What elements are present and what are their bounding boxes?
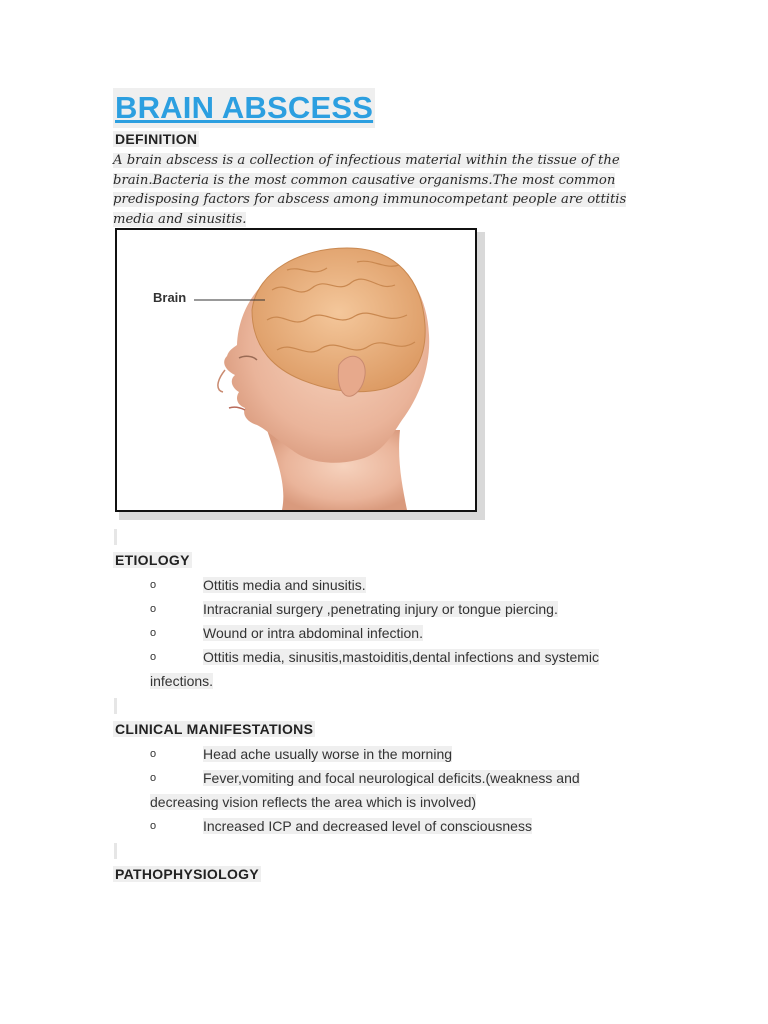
brain-label: Brain [153,290,187,305]
section-marker [114,529,117,545]
bullet-icon: o [150,627,157,639]
brain-figure [115,228,489,524]
figure-frame [115,228,477,512]
bullet-icon: o [150,651,157,663]
list-item: o Ottitis media, sinusitis,mastoiditis,dental infections and systemic infections. [113,645,673,693]
bullet-icon: o [150,772,157,784]
bullet-icon: o [150,820,157,832]
etiology-list [113,573,673,693]
pathophysiology-heading-wrap [113,866,261,884]
definition-line: predisposing factors for abscess among immunocompetant people are ottitis [113,192,627,207]
section-marker [114,698,117,714]
clinical-list [113,742,673,838]
section-marker [114,843,117,859]
bullet-icon: o [150,603,157,615]
pathophysiology-heading: PATHOPHYSIOLOGY [115,866,259,882]
definition-text [113,151,638,229]
definition-line: brain.Bacteria is the most common causative organisms.The most common [113,172,616,188]
document-title-wrap [113,88,375,128]
clinical-heading: CLINICAL MANIFESTATIONS [115,721,314,737]
definition-section [113,131,638,229]
head-illustration [117,230,475,510]
etiology-heading-wrap [113,552,192,570]
bullet-icon: o [150,748,157,760]
document-title[interactable]: BRAIN ABSCESS [113,88,375,128]
definition-line: A brain abscess is a collection of infectious material within the tissue of the [113,153,620,168]
list-item: o Increased ICP and decreased level of consciousness [113,814,673,838]
list-item: o Wound or intra abdominal infection. [113,621,673,645]
clinical-heading-wrap [113,721,315,739]
etiology-heading: ETIOLOGY [115,552,190,568]
list-item: o Ottitis media and sinusitis. [113,573,673,597]
list-item: o Fever,vomiting and focal neurological deficits.(weakness and decreasing vision reflects the area which is involved) [113,766,673,814]
definition-heading: DEFINITION [115,131,198,147]
list-item: o Head ache usually worse in the morning [113,742,673,766]
list-item: o Intracranial surgery ,penetrating injury or tongue piercing. [113,597,673,621]
bullet-icon: o [150,579,157,591]
definition-line: media and sinusitis. [113,211,247,227]
